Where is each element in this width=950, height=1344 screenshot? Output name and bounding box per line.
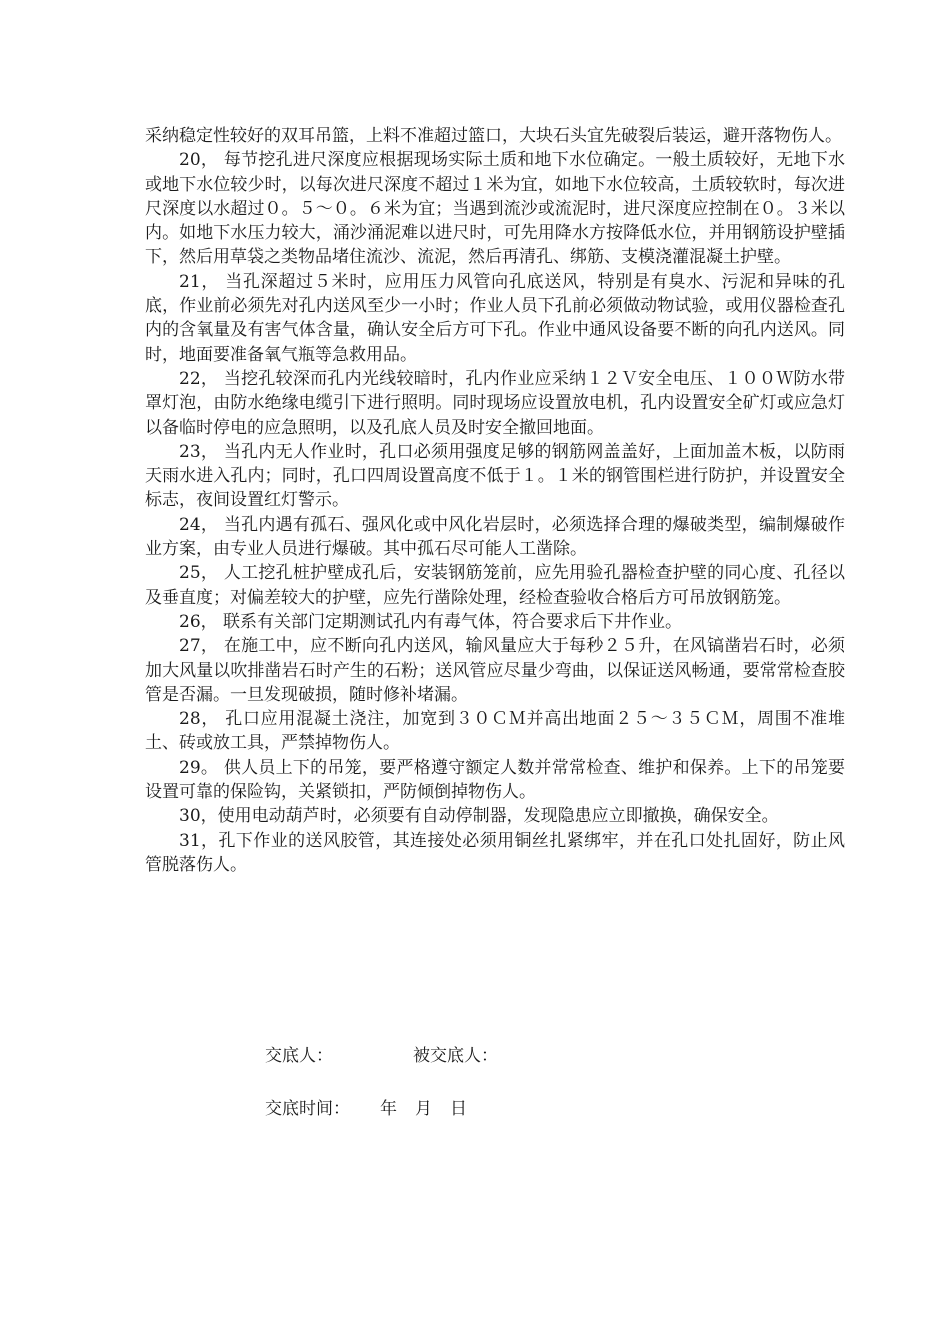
handover-time-label: 交底时间： [265, 1099, 350, 1119]
paragraph-item-28: 28， 孔口应用混凝土浇注，加宽到３０ＣＭ并高出地面２５～３５ＣＭ，周围不准堆土、砖或放工具，严禁掉物伤人。 [145, 709, 845, 754]
paragraph-item-27: 27， 在施工中，应不断向孔内送风，输风量应大于每秒２５升，在风镐凿岩石时，必须加大风量以吹排凿岩石时产生的石粉；送风管应尽量少弯曲，以保证送风畅通，要常常检查胶管是否漏。一旦发现破损，随时修补堵漏。 [145, 636, 845, 705]
paragraph-item-31: 31，孔下作业的送风胶管，其连接处必须用铜丝扎紧绑牢，并在孔口处扎固好，防止风管脱落伤人。 [145, 830, 845, 875]
year-label: 年 [380, 1099, 397, 1119]
paragraph-item-23: 23， 当孔内无人作业时，孔口必须用强度足够的钢筋网盖盖好，上面加盖木板，以防雨天雨水进入孔内；同时，孔口四周设置高度不低于１。１米的钢管围栏进行防护，并设置安全标志，夜间设置红灯警示。 [145, 441, 845, 511]
paragraph-item-29: 29。 供人员上下的吊笼，要严格遵守额定人数并常常检查、维护和保养。上下的吊笼要设置可靠的保险钩，关紧锁扣，严防倾倒掉物伤人。 [145, 757, 845, 803]
paragraph-item-24: 24， 当孔内遇有孤石、强风化或中风化岩层时，必须选择合理的爆破类型，编制爆破作业方案，由专业人员进行爆破。其中孤石尽可能人工凿除。 [145, 514, 845, 560]
month-label: 月 [415, 1099, 432, 1119]
document-body [145, 124, 845, 877]
paragraph-item-21: 21， 当孔深超过５米时，应用压力风管向孔底送风，特别是有臭水、污泥和异味的孔底，作业前必须先对孔内送风至少一小时；作业人员下孔前必须做动物试验，或用仪器检查孔内的含氧量及有害气体含量，确认安全后方可下孔。作业中通风设备要不断的向孔内送风。同时，地面要准备氧气瓶等急救用品。 [145, 271, 845, 365]
recipient-label: 被交底人： [413, 1046, 498, 1066]
paragraph-continuation: 采纳稳定性较好的双耳吊篮，上料不准超过篮口，大块石头宜先破裂后装运，避开落物伤人。 [145, 126, 842, 146]
day-label: 日 [450, 1099, 467, 1119]
paragraph-item-30: 30，使用电动葫芦时，必须要有自动停制器，发现隐患应立即撤换，确保安全。 [179, 806, 779, 827]
handover-date-line [265, 1097, 467, 1121]
paragraph-item-20: 20， 每节挖孔进尺深度应根据现场实际土质和地下水位确定。一般土质较好，无地下水或地下水位较少时，以每次进尺深度不超过１米为宜，如地下水位较高，土质较软时，每次进尺深度以水超过０。５～０。６米为宜；当遇到流沙或流泥时，进尺深度应控制在０。３米以内。如地下水压力较大，涌沙涌泥难以进尺时，可先用降水方按降低水位，并用钢筋设护壁插下，然后用草袋之类物品堵住流沙、流泥，然后再清孔、绑筋、支模浇灌混凝土护壁。 [145, 150, 845, 268]
paragraph-item-22: 22， 当挖孔较深而孔内光线较暗时，孔内作业应采纳１２Ｖ安全电压、１００Ｗ防水带罩灯泡，由防水绝缘电缆引下进行照明。同时现场应设置放电机，孔内设置安全矿灯或应急灯以备临时停电的应急照明，以及孔底人员及时安全撤回地面。 [145, 368, 845, 438]
paragraph-item-26: 26， 联系有关部门定期测试孔内有毒气体，符合要求后下井作业。 [179, 611, 683, 632]
paragraph-item-25: 25， 人工挖孔桩护壁成孔后，安装钢筋笼前，应先用验孔器检查护壁的同心度、孔径以及垂直度；对偏差较大的护壁，应先行凿除处理，经检查验收合格后方可吊放钢筋笼。 [145, 563, 845, 608]
handover-person-label: 交底人： [265, 1046, 333, 1066]
signature-line [265, 1044, 498, 1068]
